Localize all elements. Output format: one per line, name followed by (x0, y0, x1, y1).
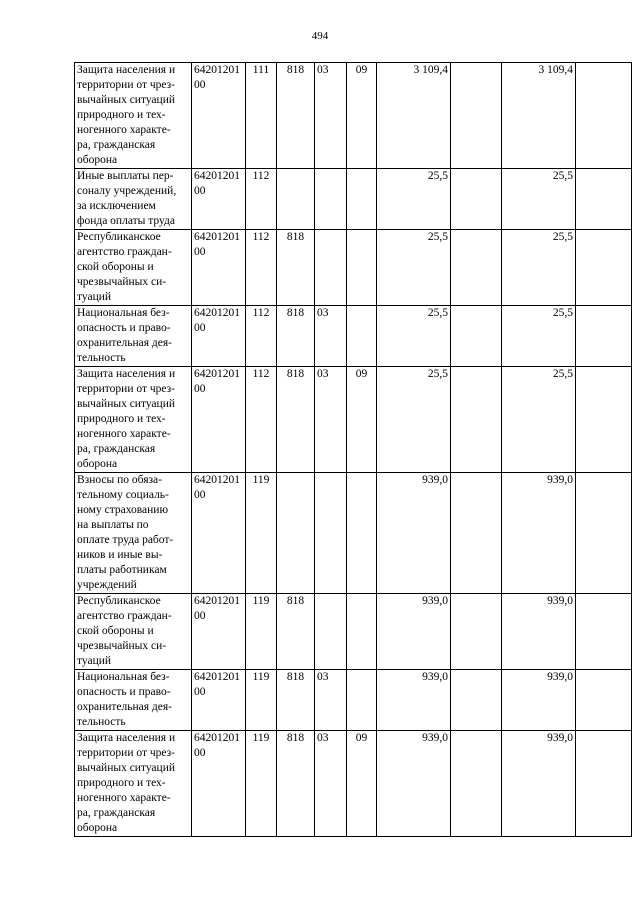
cell-sum4 (576, 169, 632, 230)
cell-line: ской обороны и (77, 625, 154, 637)
cell-line: агентство граждан- (77, 610, 172, 622)
cell-grbs: 818 (277, 670, 315, 731)
cell-pr (347, 594, 377, 670)
cell-line: Взносы по обяза- (77, 474, 162, 486)
cell-vr: 119 (246, 670, 277, 731)
cell-name (75, 670, 192, 731)
cell-line: фонда оплаты труда (77, 215, 176, 227)
cell-line: оборона (77, 154, 118, 166)
cell-csr (192, 594, 246, 670)
cell-line: Национальная без- (77, 671, 170, 683)
cell-line: ра, гражданская (77, 807, 156, 819)
cell-name (75, 63, 192, 169)
cell-line: Республиканское (77, 231, 161, 243)
cell-grbs: 818 (277, 731, 315, 837)
cell-csr (192, 230, 246, 306)
cell-line: ногенного характе- (77, 428, 171, 440)
cell-vr: 112 (246, 169, 277, 230)
cell-line: 00 (194, 383, 206, 395)
cell-pr: 09 (347, 731, 377, 837)
cell-line: опасность и право- (77, 322, 171, 334)
cell-line: территории от чрез- (77, 79, 175, 91)
cell-sum4 (576, 63, 632, 169)
cell-grbs (277, 169, 315, 230)
cell-sum4 (576, 367, 632, 473)
cell-sum2 (451, 473, 502, 594)
cell-line: платы работникам (77, 564, 167, 576)
cell-line: соналу учреждений, (77, 185, 177, 197)
cell-line: 00 (194, 747, 206, 759)
cell-line: ра, гражданская (77, 139, 156, 151)
cell-line: агентство граждан- (77, 246, 172, 258)
cell-csr (192, 169, 246, 230)
cell-line: Защита населения и (77, 368, 176, 380)
cell-sum3: 939,0 (502, 731, 576, 837)
cell-line: 64201201 (194, 307, 240, 319)
cell-sum2 (451, 594, 502, 670)
cell-sum3: 25,5 (502, 367, 576, 473)
cell-line: территории от чрез- (77, 747, 175, 759)
cell-line: оплате труда работ- (77, 534, 174, 546)
cell-sum4 (576, 731, 632, 837)
cell-line: туаций (77, 655, 112, 667)
cell-name (75, 473, 192, 594)
cell-sum1: 939,0 (377, 473, 451, 594)
cell-pr (347, 169, 377, 230)
cell-vr: 119 (246, 473, 277, 594)
cell-line: 64201201 (194, 671, 240, 683)
cell-sum2 (451, 731, 502, 837)
cell-sum1: 25,5 (377, 230, 451, 306)
cell-name (75, 731, 192, 837)
cell-line: охранительная дея- (77, 337, 172, 349)
cell-line: вычайных ситуаций (77, 94, 176, 106)
cell-pr (347, 473, 377, 594)
budget-table (74, 62, 632, 837)
cell-line: вычайных ситуаций (77, 762, 176, 774)
cell-sum4 (576, 230, 632, 306)
cell-vr: 111 (246, 63, 277, 169)
cell-line: 64201201 (194, 368, 240, 380)
cell-line: 64201201 (194, 595, 240, 607)
cell-line: Защита населения и (77, 732, 176, 744)
cell-rz (315, 594, 347, 670)
cell-line: тельность (77, 352, 126, 364)
cell-rz (315, 230, 347, 306)
cell-line: Защита населения и (77, 64, 176, 76)
cell-vr: 119 (246, 594, 277, 670)
cell-line: опасность и право- (77, 686, 171, 698)
cell-rz: 03 (315, 670, 347, 731)
cell-sum3: 25,5 (502, 306, 576, 367)
cell-line: 64201201 (194, 474, 240, 486)
cell-sum4 (576, 594, 632, 670)
cell-sum1: 939,0 (377, 594, 451, 670)
cell-line: природного и тех- (77, 777, 166, 789)
cell-rz: 03 (315, 731, 347, 837)
cell-rz: 03 (315, 367, 347, 473)
cell-sum3: 25,5 (502, 169, 576, 230)
cell-line: оборона (77, 822, 118, 834)
cell-pr: 09 (347, 63, 377, 169)
cell-line: тельность (77, 716, 126, 728)
cell-line: охранительная дея- (77, 701, 172, 713)
cell-rz (315, 169, 347, 230)
cell-vr: 119 (246, 731, 277, 837)
cell-sum2 (451, 63, 502, 169)
cell-line: ногенного характе- (77, 124, 171, 136)
cell-line: ской обороны и (77, 261, 154, 273)
cell-rz: 03 (315, 63, 347, 169)
cell-line: тельному социаль- (77, 489, 169, 501)
cell-name (75, 306, 192, 367)
cell-name (75, 367, 192, 473)
cell-grbs: 818 (277, 367, 315, 473)
cell-line: природного и тех- (77, 413, 166, 425)
cell-vr: 112 (246, 367, 277, 473)
table-row (75, 169, 632, 230)
cell-vr: 112 (246, 306, 277, 367)
cell-line: 00 (194, 185, 206, 197)
cell-sum1: 25,5 (377, 306, 451, 367)
cell-pr (347, 306, 377, 367)
table-row (75, 594, 632, 670)
cell-line: чрезвычайных си- (77, 276, 167, 288)
table-row (75, 230, 632, 306)
cell-line: Национальная без- (77, 307, 170, 319)
cell-pr (347, 670, 377, 731)
cell-sum2 (451, 230, 502, 306)
cell-grbs: 818 (277, 306, 315, 367)
cell-line: чрезвычайных си- (77, 640, 167, 652)
cell-line: 00 (194, 489, 206, 501)
table-row (75, 306, 632, 367)
budget-table-body (75, 63, 632, 837)
cell-sum4 (576, 670, 632, 731)
cell-csr (192, 473, 246, 594)
cell-line: 64201201 (194, 64, 240, 76)
cell-line: за исключением (77, 200, 156, 212)
cell-line: ников и иные вы- (77, 549, 163, 561)
cell-sum3: 939,0 (502, 594, 576, 670)
cell-sum2 (451, 367, 502, 473)
cell-sum1: 3 109,4 (377, 63, 451, 169)
cell-line: вычайных ситуаций (77, 398, 176, 410)
cell-rz: 03 (315, 306, 347, 367)
cell-grbs: 818 (277, 230, 315, 306)
cell-sum3: 939,0 (502, 473, 576, 594)
cell-line: 00 (194, 246, 206, 258)
cell-sum2 (451, 169, 502, 230)
cell-line: оборона (77, 458, 118, 470)
cell-line: территории от чрез- (77, 383, 175, 395)
cell-grbs: 818 (277, 63, 315, 169)
cell-line: Республиканское (77, 595, 161, 607)
cell-grbs: 818 (277, 594, 315, 670)
cell-line: 00 (194, 79, 206, 91)
cell-csr (192, 670, 246, 731)
cell-sum4 (576, 473, 632, 594)
cell-line: ному страхованию (77, 504, 169, 516)
cell-line: природного и тех- (77, 109, 166, 121)
cell-line: 64201201 (194, 170, 240, 182)
cell-csr (192, 63, 246, 169)
cell-line: 00 (194, 686, 206, 698)
cell-name (75, 169, 192, 230)
cell-sum2 (451, 670, 502, 731)
cell-line: ра, гражданская (77, 443, 156, 455)
cell-line: 64201201 (194, 231, 240, 243)
cell-csr (192, 367, 246, 473)
cell-line: учреждений (77, 579, 137, 591)
cell-sum3: 939,0 (502, 670, 576, 731)
cell-line: на выплаты по (77, 519, 149, 531)
cell-grbs (277, 473, 315, 594)
table-row (75, 670, 632, 731)
table-row (75, 367, 632, 473)
cell-sum1: 25,5 (377, 367, 451, 473)
cell-sum1: 939,0 (377, 670, 451, 731)
cell-csr (192, 731, 246, 837)
cell-line: 00 (194, 322, 206, 334)
table-row (75, 473, 632, 594)
page-number: 494 (311, 30, 329, 42)
cell-pr: 09 (347, 367, 377, 473)
cell-sum4 (576, 306, 632, 367)
cell-rz (315, 473, 347, 594)
cell-name (75, 594, 192, 670)
cell-line: туаций (77, 291, 112, 303)
cell-sum3: 3 109,4 (502, 63, 576, 169)
cell-line: Иные выплаты пер- (77, 170, 174, 182)
cell-sum1: 25,5 (377, 169, 451, 230)
table-row (75, 731, 632, 837)
cell-sum3: 25,5 (502, 230, 576, 306)
table-row (75, 63, 632, 169)
cell-line: 00 (194, 610, 206, 622)
cell-line: 64201201 (194, 732, 240, 744)
cell-sum1: 939,0 (377, 731, 451, 837)
cell-pr (347, 230, 377, 306)
cell-name (75, 230, 192, 306)
cell-vr: 112 (246, 230, 277, 306)
cell-sum2 (451, 306, 502, 367)
cell-csr (192, 306, 246, 367)
cell-line: ногенного характе- (77, 792, 171, 804)
